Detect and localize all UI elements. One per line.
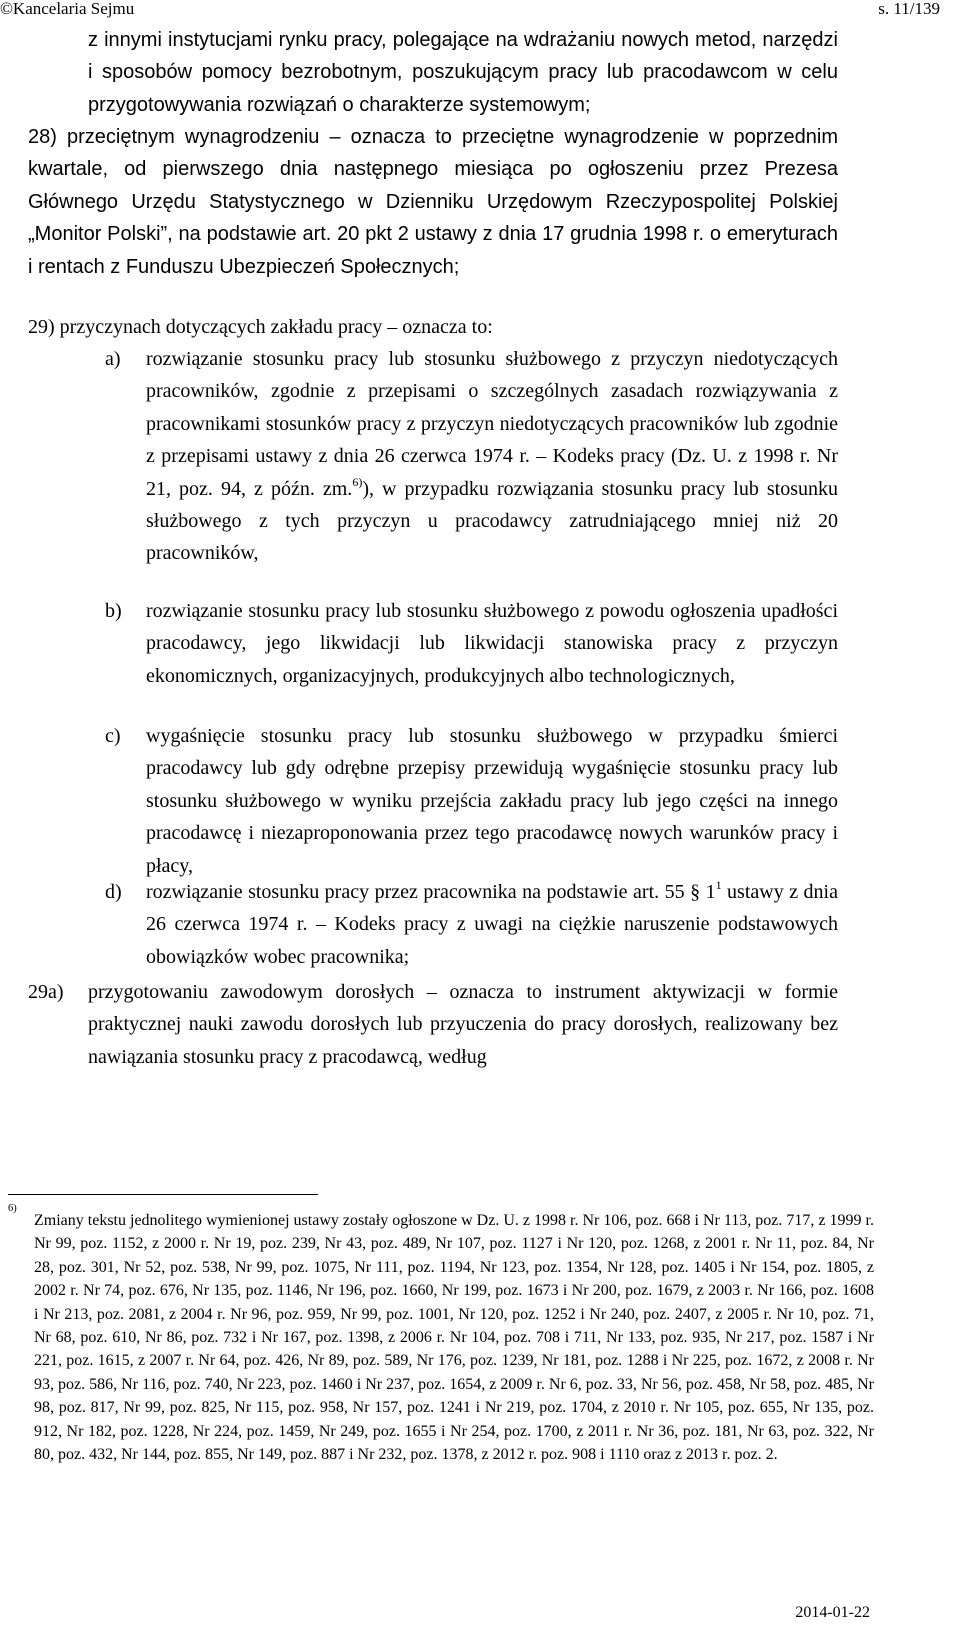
item-29-b-letter: b) <box>105 600 122 622</box>
item-29-text: przyczynach dotyczących zakładu pracy – oznacza to: <box>59 316 493 338</box>
item-29a <box>28 976 838 1073</box>
item-29-c <box>105 720 838 882</box>
footnote-6 <box>8 1203 874 1466</box>
item-29-b <box>105 595 838 692</box>
footnote-ref-6[interactable]: 6) <box>352 474 363 489</box>
item-29a-number: 29a) <box>28 981 64 1003</box>
footnote-separator <box>8 1194 318 1195</box>
item-28-number: 28) <box>28 126 57 148</box>
item-29-d-superscript: 1 <box>715 878 722 892</box>
item-28 <box>28 121 838 283</box>
item-29-a <box>105 343 838 570</box>
continuation-text: z innymi instytucjami rynku pracy, polegające na wdrażaniu nowych metod, narzędzi i sposobów pomocy bezrobotnym, poszukującym pracy lub pracodawcom w celu przygotowywania rozwiązań o charakterze systemowym; <box>88 29 838 116</box>
item-29-number: 29) <box>28 316 55 338</box>
footnote-mark: 6) <box>8 1203 17 1214</box>
item-29a-text: przygotowaniu zawodowym dorosłych – oznacza to instrument aktywizacji w formie praktycznej nauki zawodu dorosłych lub przyuczenia do pracy dorosłych, realizowany bez nawiązania stosunku pracy z pracodawcą, według <box>88 981 838 1068</box>
footnote-text: Zmiany tekstu jednolitego wymienionej ustawy zostały ogłoszone w Dz. U. z 1998 r. Nr 106, poz. 668 i Nr 113, poz. 717, z 1999 r. Nr 99, poz. 1152, z 2000 r. Nr 19, poz. 239, Nr 43, poz. 489, Nr 107, poz. 1127 i Nr 120, poz. 1268, z 2001 r. Nr 11, poz. 84, Nr 28, poz. 301, Nr 52, poz. 538, Nr 99, poz. 1075, Nr 111, poz. 1194, Nr 123, poz. 1354, Nr 128, poz. 1405 i Nr 154, poz. 1805, z 2002 r. Nr 74, poz. 676, Nr 135, poz. 1146, Nr 196, poz. 1660, Nr 199, poz. 1673 i Nr 200, poz. 1679, z 2003 r. Nr 166, poz. 1608 i Nr 213, poz. 2081, z 2004 r. Nr 96, poz. 959, Nr 99, poz. 1001, Nr 120, poz. 1252 i Nr 240, poz. 2407, z 2005 r. Nr 10, poz. 71, Nr 68, poz. 610, Nr 86, poz. 732 i Nr 167, poz. 1398, z 2006 r. Nr 104, poz. 708 i 711, Nr 133, poz. 935, Nr 217, poz. 1587 i Nr 221, poz. 1615, z 2007 r. Nr 64, poz. 426, Nr 89, poz. 589, Nr 176, poz. 1239, Nr 181, poz. 1288 i Nr 225, poz. 1672, z 2008 r. Nr 93, poz. 586, Nr 116, poz. 740, Nr 223, poz. 1460 i Nr 237, poz. 1654, z 2009 r. Nr 6, poz. 33, Nr 56, poz. 458, Nr 58, poz. 485, Nr 98, poz. 817, Nr 99, poz. 825, Nr 115, poz. 958, Nr 157, poz. 1241 i Nr 219, poz. 1704, z 2010 r. Nr 105, poz. 655, Nr 135, poz. 912, Nr 182, poz. 1228, Nr 224, poz. 1459, Nr 249, poz. 1655 i Nr 254, poz. 1700, z 2011 r. Nr 36, poz. 181, Nr 63, poz. 322, Nr 80, poz. 432, Nr 144, poz. 855, Nr 149, poz. 887 i Nr 232, poz. 1378, z 2012 r. poz. 908 i 1110 oraz z 2013 r. poz. 2. <box>34 1212 874 1464</box>
item-29-a-text: rozwiązanie stosunku pracy lub stosunku służbowego z przyczyn niedotyczących pracowników, zgodnie z przepisami o szczególnych zasadach rozwiązywania z pracownikami stosunków pracy z przyczyn niedotyczących pracowników lub zgodnie z przepisami ustawy z dnia 26 czerwca 1974 r. – Kodeks pracy (Dz. U. z 1998 r. Nr 21, poz. 94, z późn. zm. <box>146 348 838 500</box>
item-29-c-text: wygaśnięcie stosunku pracy lub stosunku służbowego w przypadku śmierci pracodawcy lub gdy odrębne przepisy przewidują wygaśnięcie stosunku pracy lub stosunku służbowego w wyniku przejścia zakładu pracy lub jego części na innego pracodawcę i niezaproponowania przez tego pracodawcę nowych warunków pracy i płacy, <box>146 725 838 877</box>
item-29-d-text: rozwiązanie stosunku pracy przez pracownika na podstawie art. 55 § 1 <box>146 881 716 903</box>
item-29-d-text-cont: ustawy z dnia 26 czerwca 1974 r. – Kodeks pracy z uwagi na ciężkie naruszenie podstawowych obowiązków wobec pracownika; <box>146 881 838 968</box>
item-29-d <box>105 876 838 973</box>
item-29-a-letter: a) <box>105 348 121 370</box>
copyright-label: ©Kancelaria Sejmu <box>0 0 135 18</box>
item-29-a-text-cont: ), w przypadku rozwiązania stosunku pracy lub stosunku służbowego z tych przyczyn u pracodawcy zatrudniającego mniej niż 20 pracowników, <box>146 477 838 565</box>
item-29 <box>28 311 838 343</box>
item-29-d-letter: d) <box>105 881 122 903</box>
page-number: s. 11/139 <box>878 0 940 18</box>
continuation-paragraph <box>88 24 838 121</box>
document-date: 2014-01-22 <box>795 1604 870 1621</box>
item-29-b-text: rozwiązanie stosunku pracy lub stosunku służbowego z powodu ogłoszenia upadłości pracodawcy, jego likwidacji lub likwidacji stanowiska pracy z przyczyn ekonomicznych, organizacyjnych, produkcyjnych albo technologicznych, <box>146 600 838 687</box>
item-28-text: przeciętnym wynagrodzeniu – oznacza to przeciętne wynagrodzenie w poprzednim kwartale, od pierwszego dnia następnego miesiąca po ogłoszeniu przez Prezesa Głównego Urzędu Statystycznego w Dzienniku Urzędowym Rzeczypospolitej Polskiej „Monitor Polski”, na podstawie art. 20 pkt 2 ustawy z dnia 17 grudnia 1998 r. o emeryturach i rentach z Funduszu Ubezpieczeń Społecznych; <box>28 126 838 278</box>
item-29-c-letter: c) <box>105 725 121 747</box>
